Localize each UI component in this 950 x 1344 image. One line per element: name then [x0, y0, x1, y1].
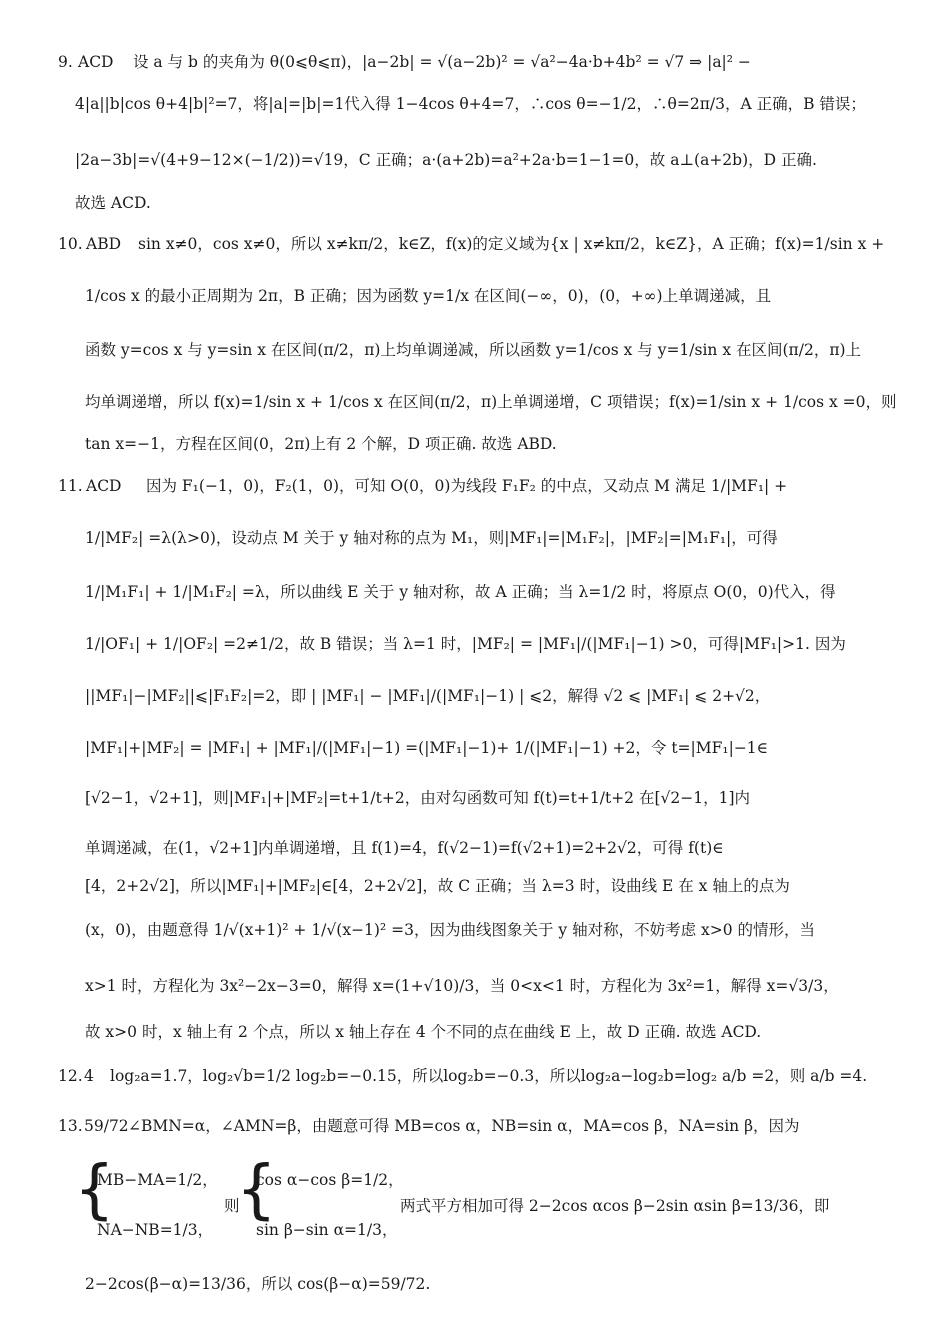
q12-number: 12. — [58, 1067, 83, 1085]
q13-number: 13. — [58, 1117, 83, 1135]
q9-number: 9. — [58, 53, 73, 71]
q11-line-11: x>1 时，方程化为 3x²−2x−3=0，解得 x=(1+√10)/3，当 0<x<1 时，方程化为 3x²=1，解得 x=√3/3， — [85, 977, 839, 995]
q9-line-4: 故选 ACD. — [75, 194, 151, 212]
q10-line-2: 1/cos x 的最小正周期为 2π，B 正确；因为函数 y=1/x 在区间(−∞，0)，(0，+∞)上单调递减，且 — [85, 287, 772, 305]
right-brace-icon: { — [236, 1153, 277, 1227]
q9-line-3: |2a−3b|=√(4+9−12×(−1/2))=√19，C 正确；a·(a+2b)=a²+2a·b=1−1=0，故 a⊥(a+2b)，D 正确. — [75, 151, 817, 169]
q13-line-1 — [0, 1106, 950, 1146]
q11-line-9: [4，2+2√2]，所以|MF₁|+|MF₂|∈[4，2+2√2]，故 C 正确；当 λ=3 时，设曲线 E 在 x 轴上的点为 — [85, 877, 790, 895]
q11-text: 因为 F₁(−1，0)，F₂(1，0)，可知 O(0，0)为线段 F₁F₂ 的中点，又动点 M 满足 1/|MF₁| + — [146, 477, 788, 495]
q11-line-6: |MF₁|+|MF₂| = |MF₁| + |MF₁|/(|MF₁|−1) =(|MF₁|−1)+ 1/(|MF₁|−1) +2，令 t=|MF₁|−1∈ — [85, 739, 769, 757]
system-right-row-2: sin β−sin α=1/3， — [256, 1221, 398, 1239]
q11-line-1 — [0, 466, 950, 506]
system-left-row-2: NA−NB=1/3， — [97, 1221, 214, 1239]
q10-answer: ABD — [86, 235, 122, 253]
system-right-row-1: cos α−cos β=1/2， — [256, 1171, 404, 1189]
q10-line-5: tan x=−1，方程在区间(0，2π)上有 2 个解，D 项正确. 故选 ABD. — [85, 435, 557, 453]
q13-answer: 59/72 — [84, 1117, 129, 1135]
q11-line-8: 单调递减，在(1，√2+1]内单调递增，且 f(1)=4，f(√2−1)=f(√2+1)=2+2√2，可得 f(t)∈ — [85, 839, 724, 857]
q9-line-1 — [0, 42, 950, 82]
q12-line-1 — [0, 1056, 950, 1096]
system-then: 则 — [224, 1197, 240, 1215]
q11-line-4: 1/|OF₁| + 1/|OF₂| =2≠1/2，故 B 错误；当 λ=1 时，|MF₂| = |MF₁|/(|MF₁|−1) >0，可得|MF₁|>1. 因为 — [85, 635, 846, 653]
q10-line-3: 函数 y=cos x 与 y=sin x 在区间(π/2，π)上均单调递减，所以函数 y=1/cos x 与 y=1/sin x 在区间(π/2，π)上 — [85, 341, 862, 359]
q11-line-12: 故 x>0 时，x 轴上有 2 个点，所以 x 轴上存在 4 个不同的点在曲线 E 上，故 D 正确. 故选 ACD. — [85, 1023, 762, 1041]
q11-answer: ACD — [86, 477, 122, 495]
q12-answer: 4 — [84, 1067, 94, 1085]
q11-number: 11. — [58, 477, 83, 495]
system-left-row-1: MB−MA=1/2， — [97, 1171, 218, 1189]
q10-line-4: 均单调递增，所以 f(x)=1/sin x + 1/cos x 在区间(π/2，π)上单调递增，C 项错误；f(x)=1/sin x + 1/cos x =0，则 — [85, 393, 897, 411]
q9-line-2: 4|a||b|cos θ+4|b|²=7，将|a|=|b|=1代入得 1−4cos θ+4=7，∴cos θ=−1/2，∴θ=2π/3，A 正确，B 错误； — [75, 95, 866, 113]
q13-last-line: 2−2cos(β−α)=13/36，所以 cos(β−α)=59/72. — [85, 1275, 431, 1293]
q9-answer: ACD — [78, 53, 114, 71]
left-brace-icon: { — [74, 1153, 115, 1227]
q11-line-5: ||MF₁|−|MF₂||⩽|F₁F₂|=2，即 | |MF₁| − |MF₁|/(|MF₁|−1) | ⩽2，解得 √2 ⩽ |MF₁| ⩽ 2+√2， — [85, 687, 771, 705]
q10-line-1 — [0, 224, 950, 264]
q9-text: 设 a 与 b 的夹角为 θ(0⩽θ⩽π)，|a−2b| = √(a−2b)² = √a²−4a·b+4b² = √7 ⇒ |a|² − — [133, 53, 751, 71]
q13-text: ∠BMN=α，∠AMN=β，由题意可得 MB=cos α，NB=sin α，MA=cos β，NA=sin β，因为 — [128, 1117, 800, 1135]
system-tail: 两式平方相加可得 2−2cos αcos β−2sin αsin β=13/36，即 — [400, 1197, 830, 1215]
q11-line-2: 1/|MF₂| =λ(λ>0)，设动点 M 关于 y 轴对称的点为 M₁，则|MF₁|=|M₁F₂|，|MF₂|=|M₁F₁|，可得 — [85, 529, 778, 547]
q11-line-7: [√2−1，√2+1]，则|MF₁|+|MF₂|=t+1/t+2，由对勾函数可知 f(t)=t+1/t+2 在[√2−1，1]内 — [85, 789, 751, 807]
q11-line-10: (x，0)，由题意得 1/√(x+1)² + 1/√(x−1)² =3，因为曲线图象关于 y 轴对称，不妨考虑 x>0 的情形，当 — [85, 921, 816, 939]
q10-number: 10. — [58, 235, 83, 253]
q12-text: log₂a=1.7，log₂√b=1/2 log₂b=−0.15，所以log₂b=−0.3，所以log₂a−log₂b=log₂ a/b =2，则 a/b =4. — [110, 1067, 868, 1085]
q11-line-3: 1/|M₁F₁| + 1/|M₁F₂| =λ，所以曲线 E 关于 y 轴对称，故 A 正确；当 λ=1/2 时，将原点 O(0，0)代入，得 — [85, 583, 836, 601]
q10-text: sin x≠0，cos x≠0，所以 x≠kπ/2，k∈Z，f(x)的定义域为{x | x≠kπ/2，k∈Z}，A 正确；f(x)=1/sin x + — [138, 235, 885, 253]
